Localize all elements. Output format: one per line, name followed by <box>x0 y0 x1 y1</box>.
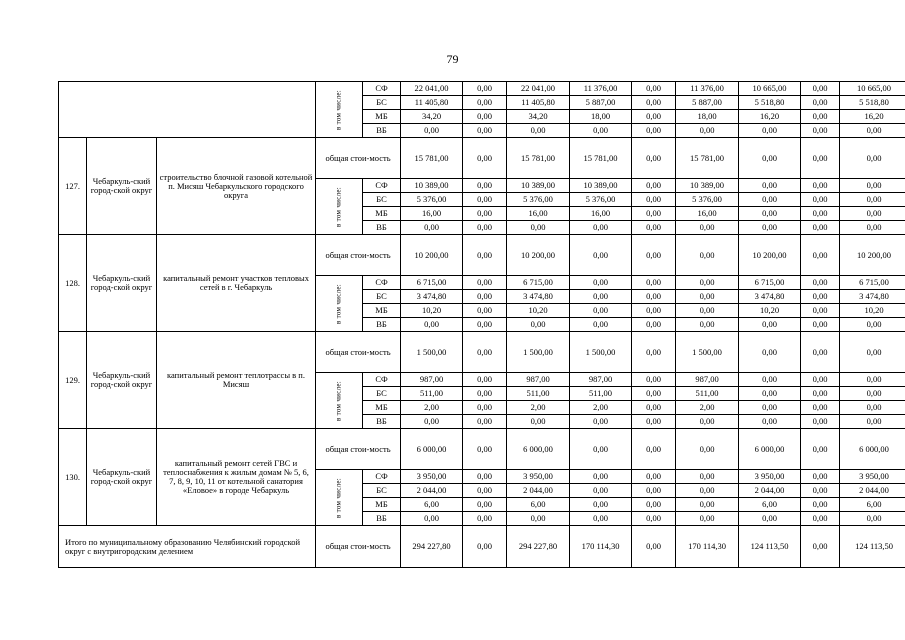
value-cell: 10 389,00 <box>401 179 463 193</box>
page-number: 79 <box>446 52 459 66</box>
value-cell: 22 041,00 <box>401 82 463 96</box>
fund-code: ВБ <box>363 124 401 138</box>
value-cell: 1 500,00 <box>507 332 570 373</box>
value-cell: 0,00 <box>801 470 840 484</box>
value-cell: 2,00 <box>570 401 632 415</box>
total-cost-label: общая стои-мость <box>316 332 401 373</box>
value-cell: 15 781,00 <box>676 138 739 179</box>
value-cell: 1 500,00 <box>676 332 739 373</box>
value-cell: 3 950,00 <box>840 470 905 484</box>
value-cell: 0,00 <box>570 276 632 290</box>
value-cell: 0,00 <box>570 484 632 498</box>
value-cell: 124 113,50 <box>840 526 905 568</box>
value-cell: 511,00 <box>401 387 463 401</box>
value-cell: 0,00 <box>840 387 905 401</box>
value-cell: 0,00 <box>801 526 840 568</box>
value-cell: 0,00 <box>676 235 739 276</box>
value-cell: 10,20 <box>840 304 905 318</box>
value-cell: 0,00 <box>801 207 840 221</box>
total-cost-label: общая стои-мость <box>316 235 401 276</box>
value-cell: 0,00 <box>463 179 507 193</box>
value-cell: 6,00 <box>739 498 801 512</box>
value-cell: 0,00 <box>632 276 676 290</box>
value-cell: 0,00 <box>463 401 507 415</box>
value-cell: 10 389,00 <box>507 179 570 193</box>
municipality: Чебаркуль-ский город-ской округ <box>87 235 157 332</box>
value-cell: 10 665,00 <box>739 82 801 96</box>
municipality: Чебаркуль-ский город-ской округ <box>87 332 157 429</box>
table-row <box>59 332 905 373</box>
value-cell: 0,00 <box>739 124 801 138</box>
value-cell: 0,00 <box>463 221 507 235</box>
fund-code: МБ <box>363 110 401 124</box>
value-cell: 10 200,00 <box>840 235 905 276</box>
value-cell: 0,00 <box>507 221 570 235</box>
v-tom-chisle-label <box>316 276 363 332</box>
value-cell: 0,00 <box>632 318 676 332</box>
value-cell: 0,00 <box>801 138 840 179</box>
value-cell: 0,00 <box>801 332 840 373</box>
value-cell: 0,00 <box>632 401 676 415</box>
value-cell: 2,00 <box>507 401 570 415</box>
table-row <box>59 235 905 276</box>
value-cell: 0,00 <box>801 498 840 512</box>
value-cell: 2 044,00 <box>401 484 463 498</box>
value-cell: 0,00 <box>739 318 801 332</box>
value-cell: 0,00 <box>840 318 905 332</box>
budget-table <box>58 81 905 568</box>
value-cell: 10 200,00 <box>739 235 801 276</box>
value-cell: 0,00 <box>632 373 676 387</box>
value-cell: 15 781,00 <box>507 138 570 179</box>
fund-code: БС <box>363 387 401 401</box>
value-cell: 16,00 <box>507 207 570 221</box>
value-cell: 0,00 <box>632 512 676 526</box>
value-cell: 16,00 <box>676 207 739 221</box>
value-cell: 511,00 <box>570 387 632 401</box>
value-cell: 6 715,00 <box>840 276 905 290</box>
value-cell: 0,00 <box>463 484 507 498</box>
fund-code: ВБ <box>363 221 401 235</box>
fund-code: СФ <box>363 470 401 484</box>
value-cell: 11 376,00 <box>570 82 632 96</box>
value-cell: 34,20 <box>401 110 463 124</box>
value-cell: 0,00 <box>463 415 507 429</box>
municipality: Чебаркуль-ский город-ской округ <box>87 429 157 526</box>
value-cell: 10 200,00 <box>401 235 463 276</box>
value-cell: 0,00 <box>739 138 801 179</box>
value-cell: 0,00 <box>463 304 507 318</box>
project-description: капитальный ремонт сетей ГВС и теплоснабжения к жилым домам № 5, 6, 7, 8, 9, 10, 11 от котельной санатория «Еловое» в городе Чебаркуль <box>157 429 316 526</box>
value-cell: 0,00 <box>463 526 507 568</box>
value-cell: 294 227,80 <box>401 526 463 568</box>
value-cell: 0,00 <box>739 387 801 401</box>
value-cell: 0,00 <box>840 138 905 179</box>
total-label: Итого по муниципальному образованию Челябинский городской округ с внутригородским делением <box>59 526 316 568</box>
value-cell: 0,00 <box>840 124 905 138</box>
value-cell: 0,00 <box>801 276 840 290</box>
value-cell: 0,00 <box>676 484 739 498</box>
total-cost-label: общая стои-мость <box>316 138 401 179</box>
value-cell: 0,00 <box>632 415 676 429</box>
value-cell: 5 376,00 <box>507 193 570 207</box>
value-cell: 0,00 <box>570 512 632 526</box>
value-cell: 0,00 <box>801 193 840 207</box>
value-cell: 0,00 <box>463 193 507 207</box>
value-cell: 0,00 <box>840 401 905 415</box>
value-cell: 0,00 <box>632 332 676 373</box>
value-cell: 0,00 <box>463 470 507 484</box>
value-cell: 0,00 <box>463 110 507 124</box>
value-cell: 0,00 <box>401 318 463 332</box>
value-cell: 170 114,30 <box>570 526 632 568</box>
value-cell: 2,00 <box>676 401 739 415</box>
value-cell: 511,00 <box>507 387 570 401</box>
value-cell: 0,00 <box>507 512 570 526</box>
value-cell: 0,00 <box>570 498 632 512</box>
value-cell: 0,00 <box>676 304 739 318</box>
value-cell: 0,00 <box>463 82 507 96</box>
value-cell: 0,00 <box>801 110 840 124</box>
value-cell: 15 781,00 <box>401 138 463 179</box>
value-cell: 18,00 <box>676 110 739 124</box>
value-cell: 0,00 <box>632 82 676 96</box>
value-cell: 0,00 <box>739 512 801 526</box>
value-cell: 0,00 <box>840 373 905 387</box>
value-cell: 0,00 <box>401 415 463 429</box>
value-cell: 0,00 <box>676 498 739 512</box>
v-tom-chisle-label <box>316 373 363 429</box>
value-cell: 5 376,00 <box>401 193 463 207</box>
total-row <box>59 526 905 568</box>
value-cell: 0,00 <box>676 276 739 290</box>
table-row <box>59 82 905 96</box>
value-cell: 1 500,00 <box>570 332 632 373</box>
value-cell: 987,00 <box>507 373 570 387</box>
value-cell: 987,00 <box>401 373 463 387</box>
value-cell: 0,00 <box>676 429 739 470</box>
value-cell: 22 041,00 <box>507 82 570 96</box>
value-cell: 2 044,00 <box>840 484 905 498</box>
value-cell: 0,00 <box>401 221 463 235</box>
fund-code: СФ <box>363 82 401 96</box>
value-cell: 0,00 <box>632 96 676 110</box>
value-cell: 0,00 <box>801 429 840 470</box>
value-cell: 5 887,00 <box>570 96 632 110</box>
value-cell: 0,00 <box>507 318 570 332</box>
value-cell: 0,00 <box>632 304 676 318</box>
value-cell: 0,00 <box>507 415 570 429</box>
value-cell: 3 474,80 <box>739 290 801 304</box>
value-cell: 0,00 <box>570 470 632 484</box>
municipality: Чебаркуль-ский город-ской округ <box>87 138 157 235</box>
value-cell: 0,00 <box>801 290 840 304</box>
value-cell: 5 376,00 <box>676 193 739 207</box>
value-cell: 0,00 <box>840 179 905 193</box>
value-cell: 0,00 <box>463 429 507 470</box>
value-cell: 3 474,80 <box>507 290 570 304</box>
fund-code: БС <box>363 290 401 304</box>
value-cell: 0,00 <box>801 124 840 138</box>
value-cell: 0,00 <box>570 221 632 235</box>
value-cell: 0,00 <box>801 96 840 110</box>
value-cell: 10 389,00 <box>676 179 739 193</box>
v-tom-chisle-label <box>316 179 363 235</box>
value-cell: 0,00 <box>801 235 840 276</box>
value-cell: 0,00 <box>570 124 632 138</box>
value-cell: 1 500,00 <box>401 332 463 373</box>
value-cell: 0,00 <box>463 290 507 304</box>
value-cell: 10,20 <box>739 304 801 318</box>
value-cell: 16,20 <box>739 110 801 124</box>
value-cell: 0,00 <box>463 276 507 290</box>
value-cell: 6,00 <box>401 498 463 512</box>
value-cell: 0,00 <box>463 512 507 526</box>
value-cell: 0,00 <box>570 429 632 470</box>
value-cell: 0,00 <box>632 110 676 124</box>
blank-cell <box>59 82 316 138</box>
value-cell: 0,00 <box>463 138 507 179</box>
v-tom-chisle-text: в том числе: <box>334 283 343 324</box>
value-cell: 0,00 <box>739 221 801 235</box>
item-number: 128. <box>59 235 87 332</box>
fund-code: ВБ <box>363 318 401 332</box>
fund-code: ВБ <box>363 512 401 526</box>
fund-code: МБ <box>363 207 401 221</box>
value-cell: 0,00 <box>463 207 507 221</box>
fund-code: БС <box>363 96 401 110</box>
value-cell: 11 405,80 <box>401 96 463 110</box>
value-cell: 0,00 <box>739 193 801 207</box>
value-cell: 0,00 <box>801 387 840 401</box>
value-cell: 0,00 <box>401 512 463 526</box>
value-cell: 11 376,00 <box>676 82 739 96</box>
v-tom-chisle-text: в том числе: <box>334 380 343 421</box>
value-cell: 3 474,80 <box>840 290 905 304</box>
value-cell: 0,00 <box>840 512 905 526</box>
value-cell: 0,00 <box>801 82 840 96</box>
value-cell: 511,00 <box>676 387 739 401</box>
total-cost-label: общая стои-мость <box>316 429 401 470</box>
value-cell: 0,00 <box>676 290 739 304</box>
item-number: 130. <box>59 429 87 526</box>
fund-code: БС <box>363 484 401 498</box>
item-number: 129. <box>59 332 87 429</box>
value-cell: 0,00 <box>632 124 676 138</box>
value-cell: 0,00 <box>801 304 840 318</box>
value-cell: 2 044,00 <box>739 484 801 498</box>
value-cell: 0,00 <box>676 124 739 138</box>
value-cell: 6,00 <box>507 498 570 512</box>
value-cell: 16,00 <box>570 207 632 221</box>
fund-code: МБ <box>363 498 401 512</box>
value-cell: 0,00 <box>463 124 507 138</box>
value-cell: 0,00 <box>632 470 676 484</box>
value-cell: 5 518,80 <box>840 96 905 110</box>
fund-code: МБ <box>363 401 401 415</box>
v-tom-chisle-label <box>316 82 363 138</box>
value-cell: 10 200,00 <box>507 235 570 276</box>
value-cell: 3 950,00 <box>401 470 463 484</box>
value-cell: 0,00 <box>632 429 676 470</box>
value-cell: 0,00 <box>739 332 801 373</box>
value-cell: 3 950,00 <box>739 470 801 484</box>
value-cell: 0,00 <box>632 387 676 401</box>
value-cell: 6 000,00 <box>840 429 905 470</box>
value-cell: 987,00 <box>570 373 632 387</box>
value-cell: 0,00 <box>739 401 801 415</box>
value-cell: 0,00 <box>840 207 905 221</box>
value-cell: 0,00 <box>676 318 739 332</box>
value-cell: 0,00 <box>632 138 676 179</box>
value-cell: 34,20 <box>507 110 570 124</box>
fund-code: СФ <box>363 276 401 290</box>
value-cell: 0,00 <box>739 373 801 387</box>
value-cell: 0,00 <box>632 179 676 193</box>
value-cell: 0,00 <box>570 304 632 318</box>
value-cell: 0,00 <box>632 290 676 304</box>
value-cell: 10 665,00 <box>840 82 905 96</box>
value-cell: 294 227,80 <box>507 526 570 568</box>
value-cell: 10 389,00 <box>570 179 632 193</box>
v-tom-chisle-text: в том числе: <box>334 477 343 518</box>
value-cell: 0,00 <box>463 373 507 387</box>
value-cell: 15 781,00 <box>570 138 632 179</box>
value-cell: 0,00 <box>632 484 676 498</box>
v-tom-chisle-text: в том числе: <box>334 186 343 227</box>
value-cell: 0,00 <box>840 193 905 207</box>
value-cell: 6 715,00 <box>401 276 463 290</box>
value-cell: 0,00 <box>801 484 840 498</box>
project-description: капитальный ремонт теплотрассы в п. Мисяш <box>157 332 316 429</box>
value-cell: 0,00 <box>676 470 739 484</box>
value-cell: 0,00 <box>676 512 739 526</box>
v-tom-chisle-label <box>316 470 363 526</box>
value-cell: 0,00 <box>401 124 463 138</box>
value-cell: 0,00 <box>676 415 739 429</box>
value-cell: 0,00 <box>801 401 840 415</box>
fund-code: СФ <box>363 179 401 193</box>
value-cell: 18,00 <box>570 110 632 124</box>
value-cell: 10,20 <box>507 304 570 318</box>
value-cell: 170 114,30 <box>676 526 739 568</box>
table-row <box>59 429 905 470</box>
fund-code: ВБ <box>363 415 401 429</box>
value-cell: 10,20 <box>401 304 463 318</box>
value-cell: 0,00 <box>739 415 801 429</box>
value-cell: 6 715,00 <box>507 276 570 290</box>
value-cell: 6 000,00 <box>507 429 570 470</box>
project-description: капитальный ремонт участков тепловых сетей в г. Чебаркуль <box>157 235 316 332</box>
project-description: строительство блочной газовой котельной п. Мисяш Чебаркульского городского округа <box>157 138 316 235</box>
value-cell: 0,00 <box>632 498 676 512</box>
value-cell: 0,00 <box>801 512 840 526</box>
table-row <box>59 138 905 179</box>
value-cell: 2 044,00 <box>507 484 570 498</box>
value-cell: 0,00 <box>463 498 507 512</box>
v-tom-chisle-text: в том числе: <box>334 89 343 130</box>
value-cell: 16,20 <box>840 110 905 124</box>
value-cell: 0,00 <box>570 290 632 304</box>
value-cell: 0,00 <box>632 526 676 568</box>
value-cell: 124 113,50 <box>739 526 801 568</box>
value-cell: 0,00 <box>801 318 840 332</box>
value-cell: 6 000,00 <box>401 429 463 470</box>
value-cell: 0,00 <box>739 207 801 221</box>
value-cell: 0,00 <box>570 318 632 332</box>
value-cell: 2,00 <box>401 401 463 415</box>
value-cell: 0,00 <box>570 415 632 429</box>
value-cell: 0,00 <box>463 387 507 401</box>
value-cell: 6 715,00 <box>739 276 801 290</box>
value-cell: 0,00 <box>632 235 676 276</box>
value-cell: 5 887,00 <box>676 96 739 110</box>
value-cell: 0,00 <box>801 221 840 235</box>
value-cell: 0,00 <box>632 207 676 221</box>
value-cell: 16,00 <box>401 207 463 221</box>
value-cell: 0,00 <box>463 96 507 110</box>
value-cell: 6,00 <box>840 498 905 512</box>
fund-code: МБ <box>363 304 401 318</box>
value-cell: 11 405,80 <box>507 96 570 110</box>
value-cell: 5 518,80 <box>739 96 801 110</box>
value-cell: 0,00 <box>840 221 905 235</box>
fund-code: БС <box>363 193 401 207</box>
value-cell: 3 474,80 <box>401 290 463 304</box>
value-cell: 0,00 <box>739 179 801 193</box>
total-cost-label: общая стои-мость <box>316 526 401 568</box>
fund-code: СФ <box>363 373 401 387</box>
value-cell: 987,00 <box>676 373 739 387</box>
value-cell: 0,00 <box>570 235 632 276</box>
value-cell: 0,00 <box>801 179 840 193</box>
item-number: 127. <box>59 138 87 235</box>
value-cell: 0,00 <box>463 235 507 276</box>
value-cell: 3 950,00 <box>507 470 570 484</box>
value-cell: 0,00 <box>632 193 676 207</box>
value-cell: 5 376,00 <box>570 193 632 207</box>
value-cell: 0,00 <box>463 318 507 332</box>
value-cell: 0,00 <box>507 124 570 138</box>
value-cell: 0,00 <box>801 373 840 387</box>
value-cell: 0,00 <box>840 332 905 373</box>
value-cell: 0,00 <box>463 332 507 373</box>
value-cell: 6 000,00 <box>739 429 801 470</box>
value-cell: 0,00 <box>632 221 676 235</box>
value-cell: 0,00 <box>676 221 739 235</box>
value-cell: 0,00 <box>840 415 905 429</box>
value-cell: 0,00 <box>801 415 840 429</box>
